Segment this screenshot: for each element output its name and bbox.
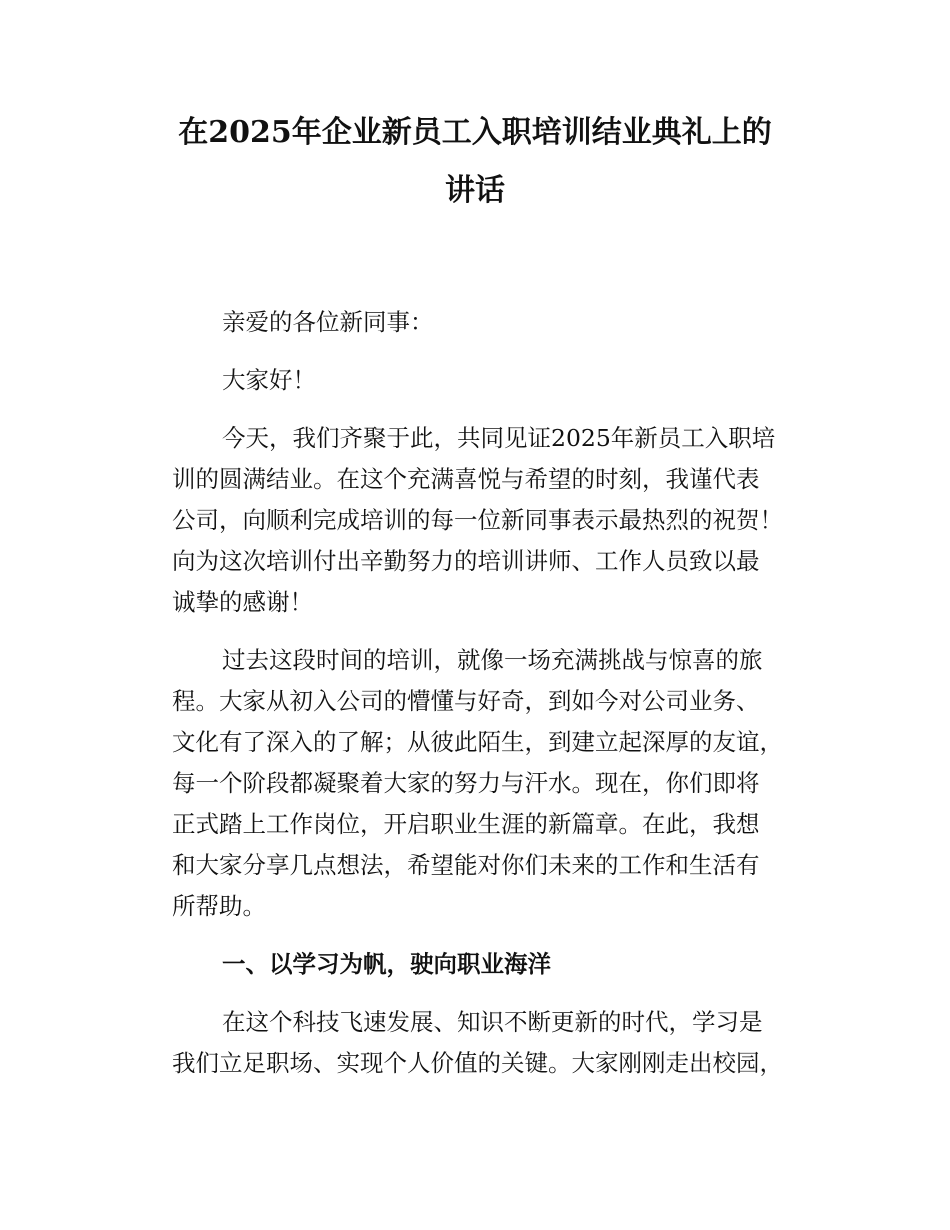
paragraph [172, 302, 812, 343]
text-line: 亲爱的各位新同事： [222, 308, 434, 336]
document-body [172, 302, 812, 1101]
document-title [0, 104, 950, 220]
text-line: 大家好！ [222, 366, 316, 394]
paragraph [172, 360, 812, 401]
text-line: 过去这段时间的培训，就像一场充满挑战与惊喜的旅 [222, 646, 763, 674]
text-line: 我们立足职场、实现个人价值的关键。大家刚刚走出校园， [172, 1049, 783, 1077]
text-line: 训的圆满结业。在这个充满喜悦与希望的时刻，我谨代表 [172, 465, 760, 493]
text-line: 在这个科技飞速发展、知识不断更新的时代，学习是 [222, 1008, 763, 1036]
paragraph [172, 1002, 812, 1084]
text-line: 正式踏上工作岗位，开启职业生涯的新篇章。在此，我想 [172, 810, 760, 838]
paragraph [172, 418, 812, 623]
text-line: 和大家分享几点想法，希望能对你们未来的工作和生活有 [172, 851, 760, 879]
section-heading [172, 944, 812, 985]
title-line: 在2025年企业新员工入职培训结业典礼上的 [178, 115, 772, 150]
text-line: 每一个阶段都凝聚着大家的努力与汗水。现在，你们即将 [172, 769, 760, 797]
text-line: 一、以学习为帆，驶向职业海洋 [222, 950, 551, 978]
text-line: 公司，向顺利完成培训的每一位新同事表示最热烈的祝贺！ [172, 506, 783, 534]
text-line: 所帮助。 [172, 892, 266, 920]
text-line: 诚挚的感谢！ [172, 588, 313, 616]
text-line: 今天，我们齐聚于此，共同见证2025年新员工入职培 [222, 424, 776, 452]
text-line: 文化有了深入的了解；从彼此陌生，到建立起深厚的友谊， [172, 728, 783, 756]
title-line: 讲话 [445, 173, 505, 208]
text-line: 向为这次培训付出辛勤努力的培训讲师、工作人员致以最 [172, 547, 760, 575]
paragraph [172, 640, 812, 927]
text-line: 程。大家从初入公司的懵懂与好奇，到如今对公司业务、 [172, 687, 760, 715]
